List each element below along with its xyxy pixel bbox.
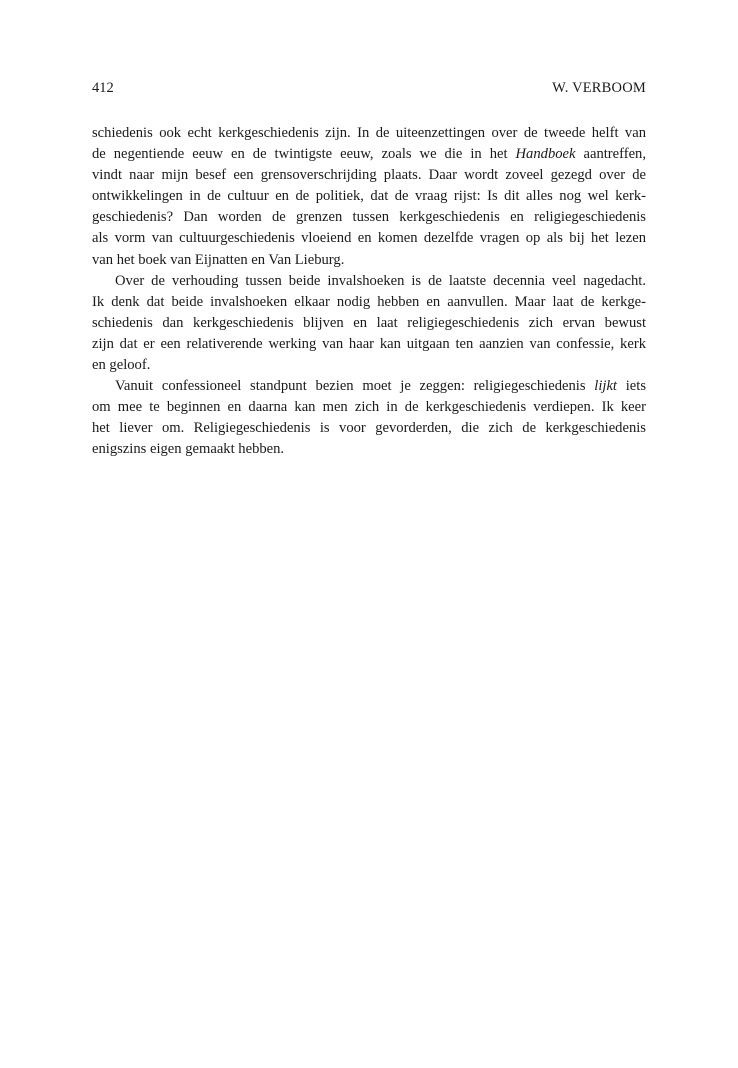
italic-title-handboek: Handboek — [515, 146, 576, 163]
text-line: de negentiende eeuw en de twintigste eeuw, zoals we die in het Handboek aantreffen, — [92, 146, 647, 163]
paragraph-2 — [92, 271, 646, 376]
running-title: W. VERBOOM — [552, 80, 646, 96]
text-line: als vorm van cultuurgeschiedenis vloeiend en komen dezelfde vragen op als bij het lezen — [92, 230, 646, 247]
text-line: en geloof. — [92, 357, 151, 374]
text-line: Ik denk dat beide invalshoeken elkaar nodig hebben en aanvullen. Maar laat de kerkge- — [92, 293, 646, 310]
text-line: enigszins eigen gemaakt hebben. — [92, 441, 285, 458]
text-line: het liever om. Religiegeschiedenis is voor gevorderden, die zich de kerkgeschiedenis — [92, 420, 646, 437]
text-line: vindt naar mijn besef een grensoverschrijding plaats. Daar wordt zoveel gezegd over de — [92, 167, 646, 184]
document-page — [92, 78, 646, 461]
body-text — [92, 123, 646, 461]
text-line: van het boek van Eijnatten en Van Lieburg. — [92, 251, 345, 268]
text-line: schiedenis ook echt kerkgeschiedenis zijn. In de uiteenzettingen over de tweede helft van — [92, 125, 646, 141]
text-line: ontwikkelingen in de cultuur en de politiek, dat de vraag rijst: Is dit alles nog wel kerk- — [92, 188, 646, 205]
text-line: schiedenis dan kerkgeschiedenis blijven en laat religiegeschiedenis zich ervan bewust — [92, 314, 646, 331]
italic-word-lijkt: lijkt — [594, 378, 617, 395]
text-line: om mee te beginnen en daarna kan men zich in de kerkgeschiedenis verdiepen. Ik keer — [92, 399, 646, 416]
paragraph-3 — [92, 376, 646, 460]
text-line: geschiedenis? Dan worden de grenzen tussen kerkgeschiedenis en religiegeschiedenis — [92, 209, 646, 226]
running-head — [92, 78, 646, 100]
text-line: Vanuit confessioneel standpunt bezien moet je zeggen: religiegeschiedenis lijkt iets — [115, 378, 646, 395]
page-number: 412 — [92, 80, 114, 96]
text-line: Over de verhouding tussen beide invalshoeken is de laatste decennia veel nagedacht. — [115, 272, 646, 289]
text-line: zijn dat er een relativerende werking van haar kan uitgaan ten aanzien van confessie, kerk — [92, 335, 646, 352]
paragraph-1 — [92, 123, 646, 271]
